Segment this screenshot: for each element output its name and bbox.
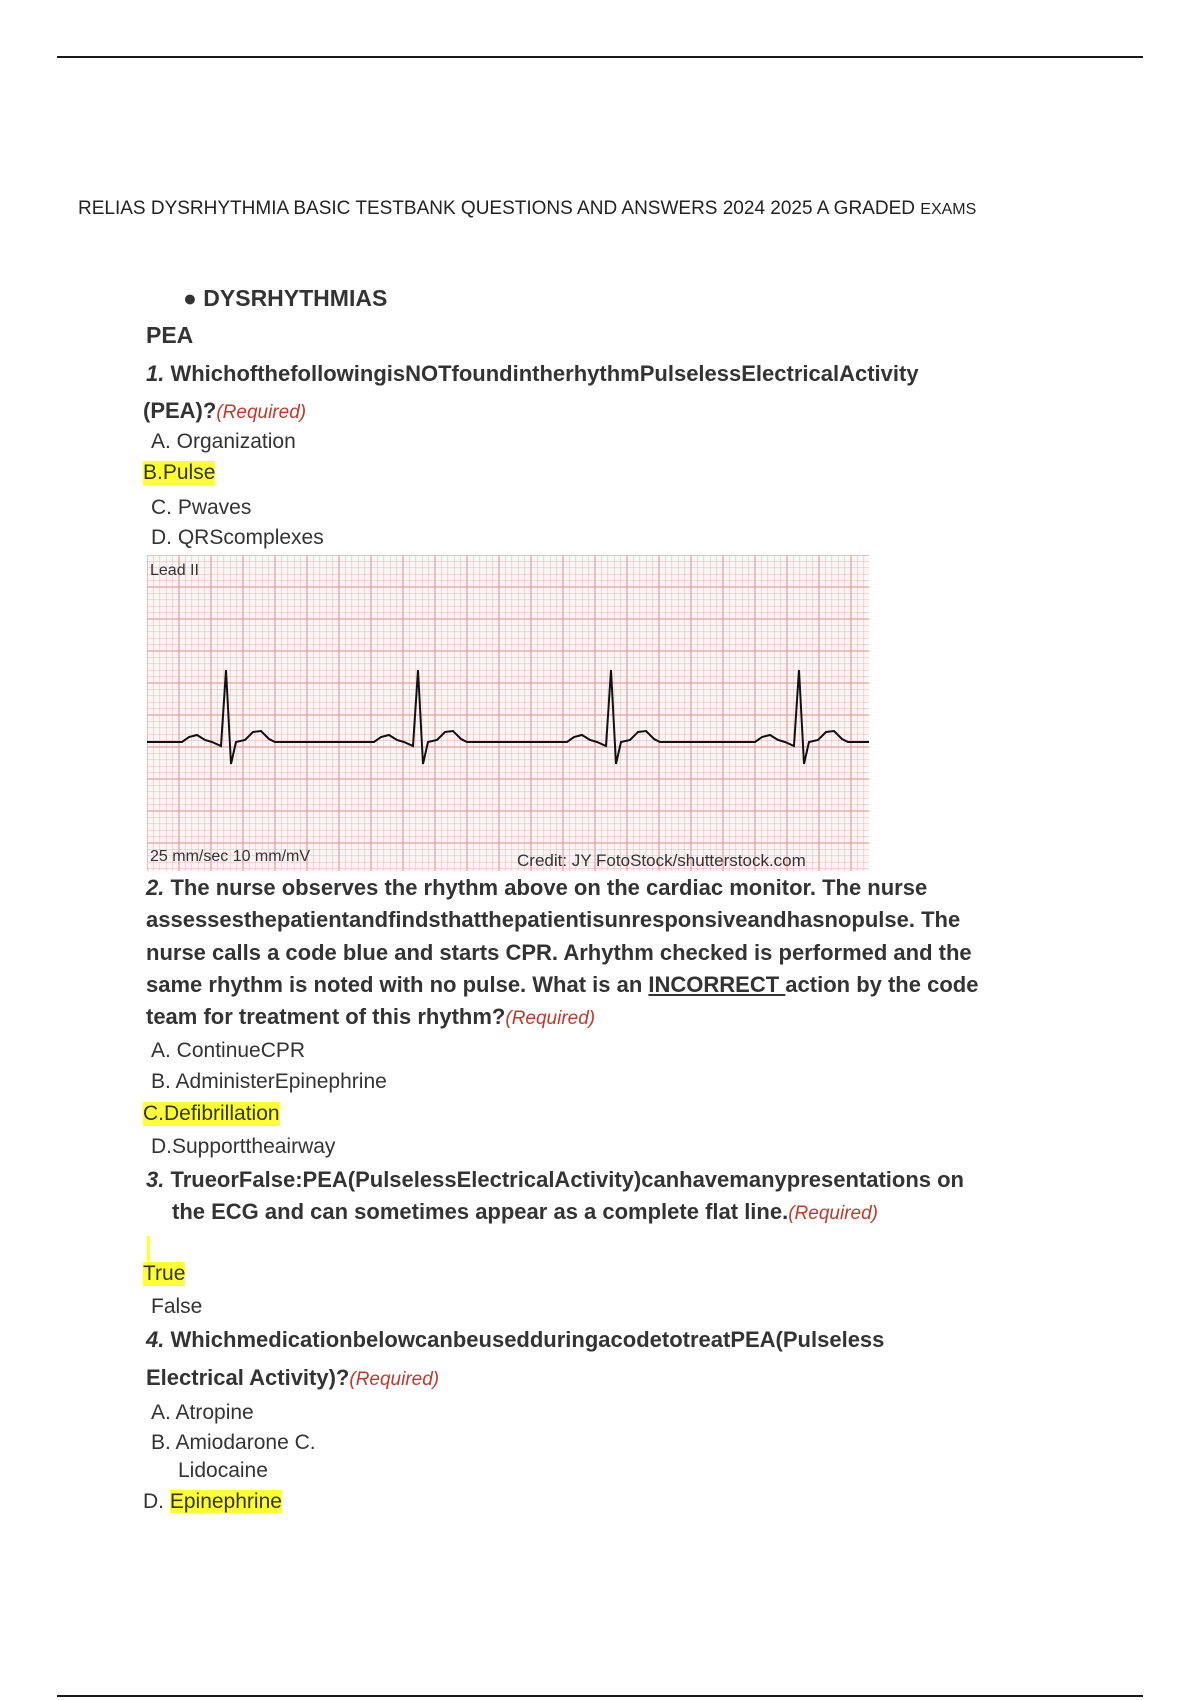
q4-option-c: Lidocaine [178,1459,268,1482]
bottom-rule [57,1695,1143,1697]
document-title: RELIAS DYSRHYTHMIA BASIC TESTBANK QUESTIONS AND ANSWERS 2024 2025 A GRADED EXAMS [78,198,977,219]
q2-option-b: B. AdministerEpinephrine [151,1070,387,1093]
question-2-line-3: nurse calls a code blue and starts CPR. Arhythm checked is performed and the [146,940,972,965]
incorrect-emphasis: INCORRECT [648,972,786,997]
q4-option-b: B. Amiodarone C. [151,1431,316,1454]
ecg-lead-label: Lead II [150,562,199,579]
ecg-strip-image [147,555,869,871]
question-2-line-4: same rhythm is noted with no pulse. What is an INCORRECT action by the code [146,972,979,997]
q3-option-true-answer: True [143,1262,186,1285]
question-4-line-1: 4. WhichmedicationbelowcanbeusedduringacodetotreatPEA(Pulseless [146,1327,885,1352]
ecg-credit: Credit: JY FotoStock/shutterstock.com [517,851,806,870]
question-2-line-5: team for treatment of this rhythm?(Required) [146,1004,596,1029]
highlight-mark [147,1236,150,1262]
q4-option-a: A. Atropine [151,1401,254,1424]
q4-option-d-answer: D. Epinephrine [143,1490,282,1513]
q1-option-d: D. QRScomplexes [151,526,324,549]
question-3-line-1: 3. TrueorFalse:PEA(PulselessElectricalActivity)canhavemanypresentations on [146,1167,964,1192]
q1-option-a: A. Organization [151,430,296,453]
question-4-line-2: Electrical Activity)?(Required) [146,1365,440,1390]
question-2-line-1: 2. The nurse observes the rhythm above on the cardiac monitor. The nurse [146,875,928,900]
ecg-scale-label: 25 mm/sec 10 mm/mV [150,848,311,865]
top-rule [57,56,1143,58]
q2-option-d: D.Supporttheairway [151,1135,336,1158]
required-label: (Required) [505,1008,596,1029]
section-heading: ● DYSRHYTHMIAS [183,285,388,311]
required-label: (Required) [349,1369,440,1390]
q2-option-c-answer: C.Defibrillation [143,1102,280,1125]
q1-option-c: C. Pwaves [151,496,252,519]
question-2-line-2: assessesthepatientandfindsthatthepatientisunresponsiveandhasnopulse. The [146,907,961,932]
subsection-heading: PEA [146,322,194,348]
required-label: (Required) [216,402,307,423]
q1-option-b-answer: B.Pulse [143,461,216,484]
question-1-line-2: (PEA)?(Required) [143,398,307,423]
ecg-grid [147,555,869,871]
q2-option-a: A. ContinueCPR [151,1039,306,1062]
question-3-line-2: the ECG and can sometimes appear as a complete flat line.(Required) [172,1199,878,1224]
question-1-line-1: 1. WhichofthefollowingisNOTfoundintherhythmPulselessElectricalActivity [146,361,919,386]
q3-option-false: False [151,1295,203,1318]
required-label: (Required) [788,1203,878,1224]
